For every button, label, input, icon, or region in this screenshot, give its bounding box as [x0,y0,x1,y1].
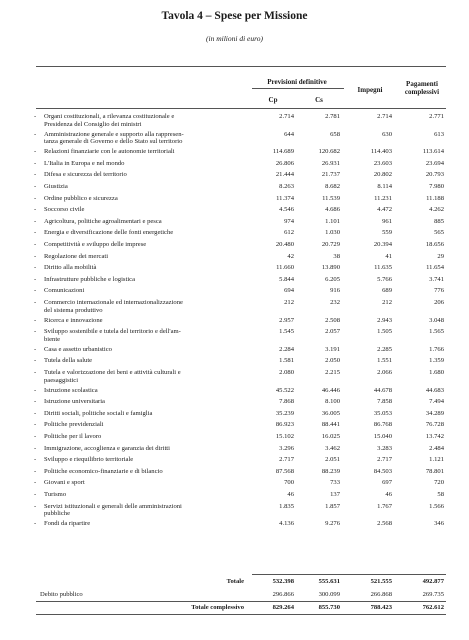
mission-label [44,346,249,354]
value-cs: 232 [330,299,340,306]
value-cp: 35.239 [275,409,294,417]
mission-label-line1: Istruzione universitaria [44,398,105,406]
mission-label-line1: Commercio internazionale ed internazionalizzazione [44,299,183,306]
mission-label-line1: Diritto alla mobilità [44,264,97,272]
value-cs: 2.215 [325,369,340,376]
value-pagamenti: 2.484 [429,444,444,452]
row-bullet: - [34,345,37,353]
value-pagamenti: 7.980 [429,183,444,190]
mission-label [44,206,249,214]
mission-label-line1: Organi costituzionali, a rilevanza costituzionale e [44,113,175,120]
header-cs: Cs [315,96,323,104]
value-pagamenti: 1.566 [429,502,444,510]
value-impegni: 20.802 [373,171,392,179]
mission-label-line1: Istruzione scolastica [44,386,98,394]
row-bullet: - [34,421,37,429]
value-impegni: 689 [382,287,392,295]
mission-label-line1: Energia e diversificazione delle fonti energetiche [44,229,174,237]
value-cs: 2.508 [325,316,340,324]
value-cp: 15.102 [275,433,294,440]
value-cp: 11.374 [276,194,294,202]
mission-label-line1: Agricoltura, politiche agroalimentari e pesca [44,217,162,225]
value-cs: 88.441 [321,421,340,429]
value-pagamenti: 3.048 [429,316,444,324]
row-bullet: - [34,264,37,272]
value-cp: 2.080 [279,369,294,376]
value-impegni: 2.717 [377,456,392,464]
mission-label [44,218,249,226]
debito-label: Debito pubblico [40,591,83,598]
value-cp: 212 [284,299,294,306]
value-cs: 9.276 [325,520,340,528]
mission-label-line2: tanza generale di Governo e dello Stato sul territorio [44,138,183,146]
mission-label-line1: Comunicazioni [44,287,85,295]
value-pagamenti: 78.801 [425,467,444,475]
row-bullet: - [34,275,37,283]
value-impegni: 630 [382,130,392,138]
bottom-rule [36,614,446,615]
row-bullet: - [34,479,37,487]
value-impegni: 20.394 [373,241,392,248]
row-bullet: - [34,299,37,306]
header-pagamenti [396,80,448,96]
totale-cs: 555.631 [318,578,340,585]
value-cs: 20.729 [321,241,340,248]
mission-label [44,299,249,314]
row-bullet: - [34,433,37,440]
value-impegni: 697 [382,479,392,487]
row-bullet: - [34,491,37,498]
value-pagamenti: 3.741 [429,275,444,283]
value-cp: 26.806 [275,159,294,167]
value-cp: 2.284 [279,345,294,353]
value-pagamenti: 23.694 [425,159,444,167]
totale-impegni: 521.555 [370,578,392,585]
row-bullet: - [34,217,37,225]
value-impegni: 5.766 [377,275,392,283]
mission-label [44,433,249,441]
totale-rule [252,574,446,575]
value-impegni: 961 [382,217,392,225]
value-cs: 1.030 [325,229,340,237]
value-pagamenti: 29 [437,252,444,260]
value-cs: 733 [330,479,340,487]
value-cp: 5.844 [279,275,294,283]
mission-label-line1: Ricerca e innovazione [44,316,103,324]
mission-label [44,264,249,272]
row-bullet: - [34,113,37,120]
value-cp: 45.522 [275,386,294,394]
mission-label [44,131,249,146]
value-cs: 2.050 [325,357,340,365]
mission-label-line1: Relazioni finanziarie con le autonomie territoriali [44,148,175,156]
mission-label-line1: L'Italia in Europa e nel mondo [44,159,125,167]
value-impegni: 46 [385,491,392,498]
value-impegni: 11.231 [374,194,392,202]
value-impegni: 7.858 [377,398,392,406]
debito-impegni: 266.868 [370,591,392,598]
header-sub-rule [252,88,344,89]
table-title: Tavola 4 – Spese per Missione [161,10,308,22]
row-bullet: - [34,357,37,365]
value-cp: 46 [287,491,294,498]
value-impegni: 84.503 [373,467,392,475]
value-pagamenti: 346 [434,520,444,528]
value-cs: 1.101 [325,217,340,225]
value-cp: 2.717 [279,456,294,464]
value-cp: 700 [284,479,294,487]
value-impegni: 2.943 [377,316,392,324]
value-pagamenti: 18.656 [425,241,444,248]
value-pagamenti: 4.262 [429,206,444,214]
row-bullet: - [34,130,37,138]
value-cs: 46.446 [321,386,340,394]
value-cp: 87.568 [275,467,294,475]
mission-label [44,369,249,384]
mission-label [44,171,249,179]
value-cp: 86.923 [275,421,294,429]
value-pagamenti: 720 [434,479,444,487]
value-pagamenti: 1.766 [429,345,444,353]
debito-cp: 296.866 [272,591,294,598]
value-cs: 16.025 [321,433,340,440]
value-pagamenti: 13.742 [425,433,444,440]
value-cp: 42 [287,252,294,260]
value-pagamenti: 2.771 [429,113,444,120]
mission-label-line1: Difesa e sicurezza del territorio [44,171,127,179]
value-impegni: 8.114 [377,183,392,190]
mission-label [44,113,249,128]
mission-label-line2: del sistema produttivo [44,306,103,314]
value-cp: 2.714 [279,113,294,120]
value-pagamenti: 11.654 [426,264,444,272]
row-bullet: - [34,252,37,260]
mission-label [44,183,249,191]
value-cs: 2.781 [325,113,340,120]
totale-complessivo-pagamenti: 762.612 [422,604,444,611]
value-cp: 1.835 [279,502,294,510]
mission-label [44,503,249,518]
row-bullet: - [34,287,37,295]
value-cs: 916 [330,287,340,295]
mission-label [44,276,249,284]
complessivo-rule [36,601,446,602]
totale-complessivo-impegni: 788.423 [370,604,392,611]
mission-label [44,387,249,395]
header-pagamenti-line1: Pagamenti [406,80,438,88]
mission-label [44,241,249,249]
value-cp: 8.263 [279,183,294,190]
debito-cs: 300.099 [318,591,340,598]
value-cp: 644 [284,130,294,138]
value-cs: 4.686 [325,206,340,214]
value-pagamenti: 58 [437,491,444,498]
value-impegni: 1.551 [377,357,392,365]
row-bullet: - [34,328,37,336]
value-pagamenti: 1.121 [429,456,444,464]
mission-label [44,421,249,429]
mission-label-line1: Turismo [44,491,67,498]
mission-label [44,328,249,343]
mission-label-line1: Politiche previdenziali [44,421,104,429]
value-pagamenti: 113.614 [422,148,444,156]
mission-label-line1: Ordine pubblico e sicurezza [44,194,118,202]
mission-label [44,357,249,365]
row-bullet: - [34,409,37,417]
value-cp: 1.545 [279,328,294,336]
value-cs: 6.205 [325,275,340,283]
value-impegni: 1.767 [377,502,392,510]
row-bullet: - [34,241,37,248]
value-impegni: 44.678 [373,386,392,394]
value-pagamenti: 34.289 [425,409,444,417]
value-cp: 11.660 [276,264,294,272]
value-cp: 1.581 [279,357,294,365]
value-pagamenti: 11.188 [426,194,444,202]
mission-label [44,195,249,203]
mission-label-line1: Sviluppo e riequilibrio territoriale [44,456,134,464]
mission-label-line1: Immigrazione, accoglienza e garanzia dei diritti [44,444,170,452]
value-impegni: 41 [385,252,392,260]
row-bullet: - [34,502,37,510]
value-cs: 38 [333,252,340,260]
totale-cp: 532.398 [272,578,294,585]
mission-label-line1: Giovani e sport [44,479,85,487]
mission-label-line1: Politiche economico-finanziarie e di bilancio [44,467,163,475]
mission-label-line1: Tutela della salute [44,357,93,365]
value-cp: 20.480 [275,241,294,248]
value-cp: 114.689 [272,148,294,156]
mission-label [44,148,249,156]
table-subtitle: (in milioni di euro) [205,34,263,43]
header-pagamenti-line2: complessivi [404,88,440,96]
totale-complessivo-label: Totale complessivo [191,604,244,611]
mission-label [44,491,249,499]
value-pagamenti: 776 [434,287,444,295]
value-impegni: 23.603 [373,159,392,167]
mission-label [44,253,249,261]
mission-label-line1: Tutela e valorizzazione dei beni e attività culturali e [44,369,181,376]
mission-label-line2: paesaggistici [44,376,79,384]
row-bullet: - [34,467,37,475]
totale-complessivo-cs: 855.730 [318,604,340,611]
row-bullet: - [34,386,37,394]
value-cs: 2.051 [325,456,340,464]
mission-label-line1: Casa e assetto urbanistico [44,345,112,353]
value-cp: 4.136 [279,520,294,528]
value-cp: 2.957 [279,316,294,324]
mission-label [44,317,249,325]
value-impegni: 2.285 [377,345,392,353]
value-cs: 3.191 [325,345,340,353]
totale-label: Totale [226,578,244,585]
row-bullet: - [34,206,37,214]
value-pagamenti: 206 [434,299,444,306]
mission-label-line1: Soccorso civile [44,206,85,214]
header-cp: Cp [268,96,278,104]
value-pagamenti: 1.565 [429,328,444,336]
value-cp: 7.868 [279,398,294,406]
value-impegni: 2.066 [377,369,392,376]
row-bullet: - [34,148,37,156]
mission-label-line1: Sviluppo sostenibile e tutela del territorio e dell'am- [44,328,181,336]
mission-label-line2: pubbliche [44,510,71,518]
value-cs: 658 [330,130,340,138]
value-impegni: 3.283 [377,444,392,452]
mission-label [44,468,249,476]
value-impegni: 86.768 [373,421,392,429]
value-pagamenti: 1.359 [429,357,444,365]
value-cs: 13.890 [321,264,340,272]
row-bullet: - [34,171,37,179]
row-bullet: - [34,456,37,464]
mission-label-line2: biente [44,335,61,343]
mission-label-line1: Politiche per il lavoro [44,433,102,440]
value-cs: 137 [330,491,340,498]
value-impegni: 15.040 [373,433,392,440]
mission-label-line1: Amministrazione generale e supporto alla rappresen- [44,130,184,138]
header-top-rule [36,66,446,67]
value-cs: 8.682 [325,183,340,190]
value-pagamenti: 613 [434,130,444,138]
mission-label [44,410,249,418]
value-cs: 1.857 [325,502,340,510]
mission-label-line2: Presidenza del Consiglio dei ministri [44,120,142,128]
value-pagamenti: 565 [434,229,444,237]
value-pagamenti: 20.793 [425,171,444,179]
value-pagamenti: 885 [434,217,444,225]
header-previsioni: Previsioni definitive [267,78,327,86]
value-cp: 612 [284,229,294,237]
row-bullet: - [34,159,37,167]
row-bullet: - [34,398,37,406]
header-bottom-rule [36,108,446,109]
mission-label-line1: Infrastrutture pubbliche e logistica [44,275,135,283]
value-cs: 21.737 [321,171,340,179]
mission-label-line1: Diritti sociali, politiche sociali e famiglia [44,409,153,417]
value-pagamenti: 1.680 [429,369,444,376]
value-cs: 2.057 [325,328,340,336]
value-cs: 8.100 [325,398,340,406]
row-bullet: - [34,316,37,324]
value-cp: 694 [284,287,294,295]
value-cp: 974 [284,217,294,225]
value-impegni: 4.472 [377,206,392,214]
mission-label [44,229,249,237]
value-cs: 36.005 [321,409,340,417]
mission-label [44,479,249,487]
mission-label-line1: Competitività e sviluppo delle imprese [44,241,147,248]
value-cs: 26.931 [321,159,340,167]
value-impegni: 212 [382,299,392,306]
totale-complessivo-cp: 829.264 [272,604,294,611]
value-cs: 3.462 [325,444,340,452]
value-cs: 120.682 [318,148,340,156]
mission-label-line1: Servizi istituzionali e generali delle amministrazioni [44,502,182,510]
row-bullet: - [34,444,37,452]
value-pagamenti: 7.494 [429,398,444,406]
mission-label [44,398,249,406]
value-impegni: 1.505 [377,328,392,336]
value-cs: 88.239 [321,467,340,475]
value-pagamenti: 44.683 [425,386,444,394]
value-cp: 21.444 [275,171,294,179]
row-bullet: - [34,183,37,190]
value-cp: 3.296 [279,444,294,452]
totale-pagamenti: 492.877 [422,578,444,585]
row-bullet: - [34,229,37,237]
value-impegni: 2.714 [377,113,392,120]
mission-label [44,520,249,528]
value-impegni: 559 [382,229,392,237]
row-bullet: - [34,369,37,376]
value-impegni: 11.635 [374,264,392,272]
mission-label [44,160,249,168]
mission-label [44,456,249,464]
mission-label [44,445,249,453]
value-cs: 11.539 [322,194,340,202]
header-impegni: Impegni [357,86,383,94]
mission-label-line1: Giustizia [44,183,68,190]
mission-label-line1: Fondi da ripartire [44,520,91,528]
value-cp: 4.546 [279,206,294,214]
value-impegni: 35.053 [373,409,392,417]
row-bullet: - [34,520,37,528]
value-pagamenti: 76.728 [425,421,444,429]
mission-label-line1: Regolazione dei mercati [44,252,109,260]
value-impegni: 2.568 [377,520,392,528]
debito-pagamenti: 269.735 [422,591,444,598]
value-impegni: 114.403 [370,148,392,156]
row-bullet: - [34,194,37,202]
mission-label [44,287,249,295]
